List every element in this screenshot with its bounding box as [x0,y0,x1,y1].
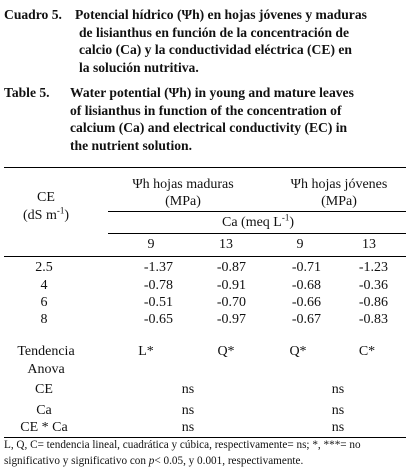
header-bottom-rule [4,256,406,257]
anova-jovenes: ns [331,403,345,418]
cell: -0.91 [216,278,246,293]
caption-es-line-4: la solución nutritiva. [79,59,199,75]
anova-maduras: ns [181,382,195,397]
ca-level-3: 9 [296,237,304,252]
caption-en-line-4: the nutrient solution. [70,137,192,153]
maduras-header: Ψh hojas maduras [132,177,234,192]
caption-en-line-2: of lisianthus in function of the concentration of [70,102,342,118]
caption-en-line-1: Water potential (Ψh) in young and mature leaves [70,85,354,100]
cell: -0.67 [291,312,321,327]
cell: -0.51 [143,295,173,310]
caption-es-line-2: de lisianthus en función de la concentración de [79,24,350,40]
trend-value: Q* [289,344,307,359]
cell: -0.65 [143,312,173,327]
cell: -0.78 [143,278,173,293]
ce-header: CE [37,190,55,205]
cell: -0.97 [216,312,246,327]
trend-value: C* [358,344,376,359]
ce-value: 8 [40,312,48,327]
ca-rule [108,233,406,234]
anova-factor: CE * Ca [20,420,68,435]
table-top-rule [4,167,406,168]
caption-es-line-3: calcio (Ca) y la conductividad eléctrica (CE) en [79,42,352,57]
ce-unit-header: (dS $m^{-1}$) [22,205,70,223]
cell: -0.83 [358,312,388,327]
caption-en-label: Table 5. [4,85,50,100]
anova-maduras: ns [181,420,195,435]
cell: -0.68 [291,278,321,293]
cell: -0.70 [216,295,246,310]
caption-en [4,84,408,156]
cell: -1.23 [358,260,388,275]
ca-level-1: 9 [147,237,155,252]
anova-jovenes: ns [331,420,345,435]
cell: -0.66 [291,295,321,310]
cell: -0.86 [358,295,388,310]
footnote-line-1: L, Q, C= tendencia lineal, cuadrática y cúbica, respectivamente= ns; *, ***= no [4,439,361,451]
jovenes-header: Ψh hojas jóvenes [290,177,388,192]
caption-es-line-1: Potencial hídrico (Ψh) en hojas jóvenes y maduras [75,7,367,22]
trend-value: Q* [217,344,235,359]
anova-label: Anova [27,362,65,377]
caption-es-label: Cuadro 5. [4,7,62,22]
jovenes-unit: (MPa) [321,194,357,209]
header-group-rule [108,211,406,212]
anova-factor: Ca [36,403,52,418]
cell: -0.36 [358,278,388,293]
caption-es [4,6,408,78]
trend-label: Tendencia [17,344,75,359]
caption-en-line-3: calcium (Ca) and electrical conductivity (EC) in [70,120,348,135]
ca-header: Ca (meq $L^{-1}$) [221,212,295,230]
anova-jovenes: ns [331,382,345,397]
ce-value: 2.5 [35,260,53,275]
ca-level-2: 13 [219,237,233,252]
maduras-unit: (MPa) [165,194,201,209]
anova-maduras: ns [181,403,195,418]
cell: -1.37 [143,260,173,275]
footnote-line-2: significativo y significativo con p< 0.05, y 0.001, respectivamente. [4,455,304,467]
ce-value: 6 [40,295,48,310]
anova-factor: CE [35,382,53,397]
cell: -0.71 [291,260,321,275]
trend-value: L* [138,344,154,359]
ce-value: 4 [40,278,48,293]
ca-level-4: 13 [362,237,376,252]
cell: -0.87 [216,260,246,275]
